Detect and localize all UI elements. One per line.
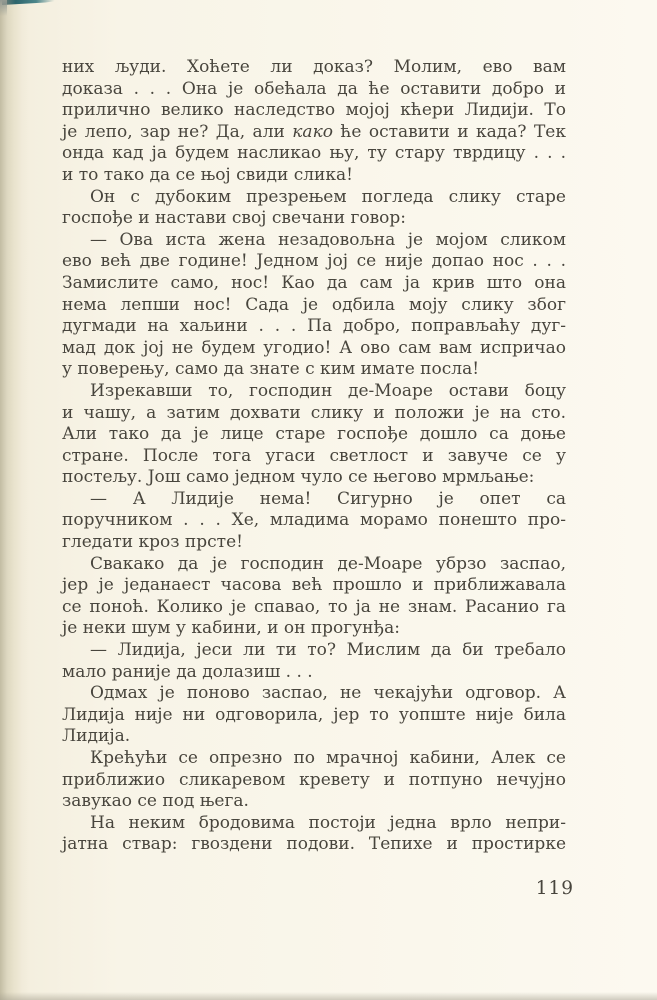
text-line: доказа . . . Она је обећала да ће оставити добро и (62, 78, 566, 99)
paragraph (62, 489, 566, 554)
text-line: постељу. Још само једном чуло се његово мрмљање: (62, 467, 535, 488)
text-segment: ће оставити и када? Тек (332, 121, 566, 142)
text-line: прилично велико наследство мојој кћери Лидији. То (62, 100, 566, 121)
paragraph (62, 640, 566, 683)
text-line: них људи. Хоћете ли доказ? Молим, ево вам (62, 57, 566, 77)
text-line: је неки шум у кабини, и он прогунђа: (62, 618, 400, 639)
paragraph (62, 748, 566, 813)
text-line: Лидија. (62, 726, 131, 747)
paragraph (62, 187, 566, 230)
paragraph (62, 57, 566, 187)
page-bottom-edge (0, 992, 657, 1000)
paragraph (62, 381, 566, 489)
italic-text: како (292, 121, 333, 142)
text-line: Крећући се опрезно по мрачној кабини, Алек се (90, 748, 566, 768)
text-line: Лидија није ни одговорила, јер то уопште није била (62, 704, 566, 725)
text-line: Замислите само, нос! Као да сам ја крив што она (62, 272, 566, 293)
text-line: Али тако да је лице старе госпође дошло са доње (62, 424, 566, 445)
text-line: и чашу, а затим дохвати слику и положи је на сто. (62, 402, 566, 423)
text-segment: је лепо, зар не? Да, али (62, 121, 293, 142)
text-line: у поверењу, само да знате с ким имате посла! (62, 359, 480, 380)
text-line: онда кад ја будем насликао њу, ту стару тврдицу . . . (62, 143, 566, 164)
text-line: Одмах је поново заспао, не чекајући одговор. А (90, 683, 566, 704)
text-line: Он с дубоким презрењем погледа слику старе (90, 186, 566, 207)
text-line: Изрекавши то, господин де-Моаре остави боцу (90, 380, 566, 401)
text-line: — Ова иста жена незадовољна је мојом сликом (90, 229, 566, 250)
text-line: госпође и настави свој свечани говор: (62, 208, 407, 229)
paragraph (62, 554, 566, 640)
text-line: ево већ две године! Једном јој се није допао нос . . . (62, 251, 566, 272)
text-line: — А Лидије нема! Сигурно је опет са (90, 488, 566, 509)
text-line: нема лепши нос! Сада је одбила моју слику због (62, 294, 566, 315)
text-line: мало раније да долазиш . . . (62, 661, 313, 682)
text-line: се поноћ. Колико је спавао, то ја не знам. Расанио га (62, 596, 566, 617)
text-line: и то тако да се њој свиди слика! (62, 164, 353, 185)
page-text-body (62, 57, 566, 856)
paragraph (62, 230, 566, 381)
text-line: Свакако да је господин де-Моаре убрзо заспао, (90, 553, 566, 574)
page-gutter-shadow (0, 0, 28, 1000)
text-line: дугмади на хаљини . . . Па добро, поправљаћу дуг- (62, 316, 566, 337)
scan-corner-artifact (2, 0, 64, 5)
text-line (62, 122, 566, 144)
text-line: поручником . . . Хе, младима морамо понешто про- (62, 510, 566, 531)
text-line: приближио сликаревом кревету и потпуно нечујно (62, 769, 566, 790)
text-line: На неким бродовима постоји једна врло непри- (90, 812, 566, 833)
text-line: мад док јој не будем угодио! А ово сам вам испричао (62, 337, 566, 358)
scan-edge-smudge (0, 0, 7, 16)
text-line: јатна ствар: гвоздени подови. Тепихе и простирке (62, 834, 566, 855)
page-number: 119 (535, 878, 574, 899)
text-line: гледати кроз прсте! (62, 532, 243, 553)
text-line: завукао се под њега. (62, 791, 249, 812)
text-line: јер је једанаест часова већ прошло и приближавала (62, 575, 566, 596)
paragraph (62, 813, 566, 856)
paragraph (62, 683, 566, 748)
text-line: стране. После тога угаси светлост и завуче се у (62, 445, 566, 466)
text-line: — Лидија, јеси ли ти то? Мислим да би требало (90, 640, 566, 661)
